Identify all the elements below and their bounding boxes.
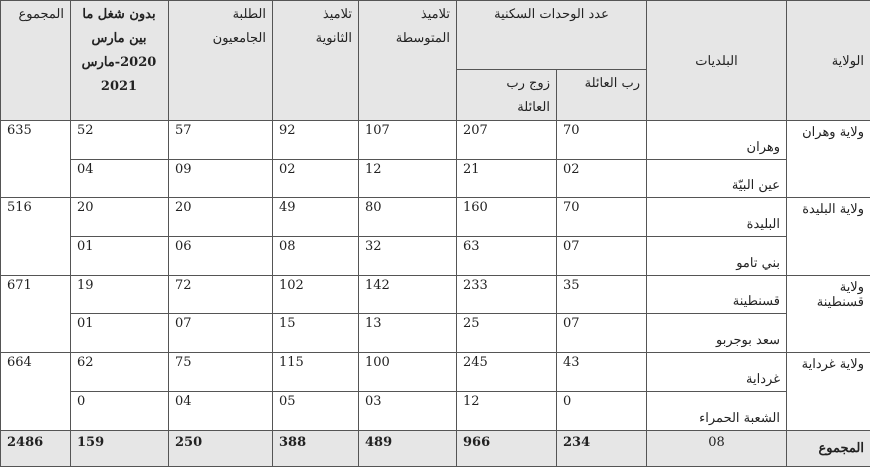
commune-cell: الشعبة الحمراء	[647, 391, 787, 430]
header-spouse-of-head: زوج رب العائلة	[457, 70, 557, 121]
grand-total: 2486	[1, 430, 71, 467]
secondary-cell: 08	[273, 237, 359, 276]
table-row	[1, 275, 870, 314]
table-row	[1, 198, 870, 237]
middle-total: 489	[359, 430, 457, 467]
unemployed-cell: 20	[71, 198, 169, 237]
header-secondary-students: تلاميذ الثانوية	[273, 1, 359, 121]
university-cell: 06	[169, 237, 273, 276]
wilaya-cell: ولاية البليدة	[787, 198, 870, 275]
secondary-cell: 102	[273, 275, 359, 314]
middle-cell: 80	[359, 198, 457, 237]
secondary-cell: 92	[273, 121, 359, 160]
commune-cell: قسنطينة	[647, 275, 787, 314]
header-wilaya: الولاية	[787, 1, 870, 121]
middle-cell: 03	[359, 391, 457, 430]
university-cell: 75	[169, 353, 273, 392]
commune-cell: سعد بوجربو	[647, 314, 787, 353]
unemployed-cell: 04	[71, 159, 169, 198]
total-cell: 516	[1, 198, 71, 275]
unemployed-cell: 01	[71, 237, 169, 276]
commune-cell: عين البيّة	[647, 159, 787, 198]
secondary-cell: 115	[273, 353, 359, 392]
middle-cell: 13	[359, 314, 457, 353]
head-cell: 02	[557, 159, 647, 198]
unemployed-total: 159	[71, 430, 169, 467]
total-cell: 635	[1, 121, 71, 198]
university-cell: 57	[169, 121, 273, 160]
header-head-of-family: رب العائلة	[557, 70, 647, 121]
unemployed-cell: 01	[71, 314, 169, 353]
head-cell: 70	[557, 121, 647, 160]
wilaya-cell: ولاية وهران	[787, 121, 870, 198]
table-row	[1, 314, 870, 353]
commune-cell: بني تامو	[647, 237, 787, 276]
university-cell: 04	[169, 391, 273, 430]
total-cell: 671	[1, 275, 71, 352]
secondary-cell: 49	[273, 198, 359, 237]
secondary-cell: 02	[273, 159, 359, 198]
table-row	[1, 237, 870, 276]
unemployed-cell: 62	[71, 353, 169, 392]
communes-total: 08	[647, 430, 787, 467]
head-cell: 35	[557, 275, 647, 314]
spouse-cell: 63	[457, 237, 557, 276]
header-unemployed: بدون شغل ما بين مارس 2020-مارس 2021	[71, 1, 169, 121]
spouse-total: 966	[457, 430, 557, 467]
middle-cell: 32	[359, 237, 457, 276]
spouse-cell: 207	[457, 121, 557, 160]
university-cell: 09	[169, 159, 273, 198]
secondary-cell: 05	[273, 391, 359, 430]
totals-label: المجموع	[787, 430, 870, 467]
spouse-cell: 245	[457, 353, 557, 392]
head-cell: 07	[557, 314, 647, 353]
totals-row	[1, 430, 870, 467]
spouse-cell: 160	[457, 198, 557, 237]
header-baladiyat: البلديات	[647, 1, 787, 121]
university-cell: 07	[169, 314, 273, 353]
middle-cell: 100	[359, 353, 457, 392]
university-cell: 72	[169, 275, 273, 314]
unemployed-cell: 52	[71, 121, 169, 160]
head-cell: 0	[557, 391, 647, 430]
university-total: 250	[169, 430, 273, 467]
commune-cell: البليدة	[647, 198, 787, 237]
middle-cell: 12	[359, 159, 457, 198]
table-row	[1, 159, 870, 198]
wilaya-cell: ولاية قسنطينة	[787, 275, 870, 352]
head-cell: 70	[557, 198, 647, 237]
secondary-total: 388	[273, 430, 359, 467]
university-cell: 20	[169, 198, 273, 237]
spouse-cell: 21	[457, 159, 557, 198]
spouse-cell: 233	[457, 275, 557, 314]
commune-cell: وهران	[647, 121, 787, 160]
header-housing-units: عدد الوحدات السكنية	[457, 1, 647, 70]
table-row	[1, 353, 870, 392]
middle-cell: 142	[359, 275, 457, 314]
unemployed-cell: 0	[71, 391, 169, 430]
table-row	[1, 121, 870, 160]
secondary-cell: 15	[273, 314, 359, 353]
unemployed-cell: 19	[71, 275, 169, 314]
header-university-students: الطلبة الجامعيون	[169, 1, 273, 121]
commune-cell: غرداية	[647, 353, 787, 392]
table-row	[1, 391, 870, 430]
header-total: المجموع	[1, 1, 71, 121]
total-cell: 664	[1, 353, 71, 430]
spouse-cell: 25	[457, 314, 557, 353]
spouse-cell: 12	[457, 391, 557, 430]
head-cell: 43	[557, 353, 647, 392]
middle-cell: 107	[359, 121, 457, 160]
wilaya-cell: ولاية غرداية	[787, 353, 870, 430]
head-cell: 07	[557, 237, 647, 276]
head-total: 234	[557, 430, 647, 467]
header-middle-students: تلاميذ المتوسطة	[359, 1, 457, 121]
